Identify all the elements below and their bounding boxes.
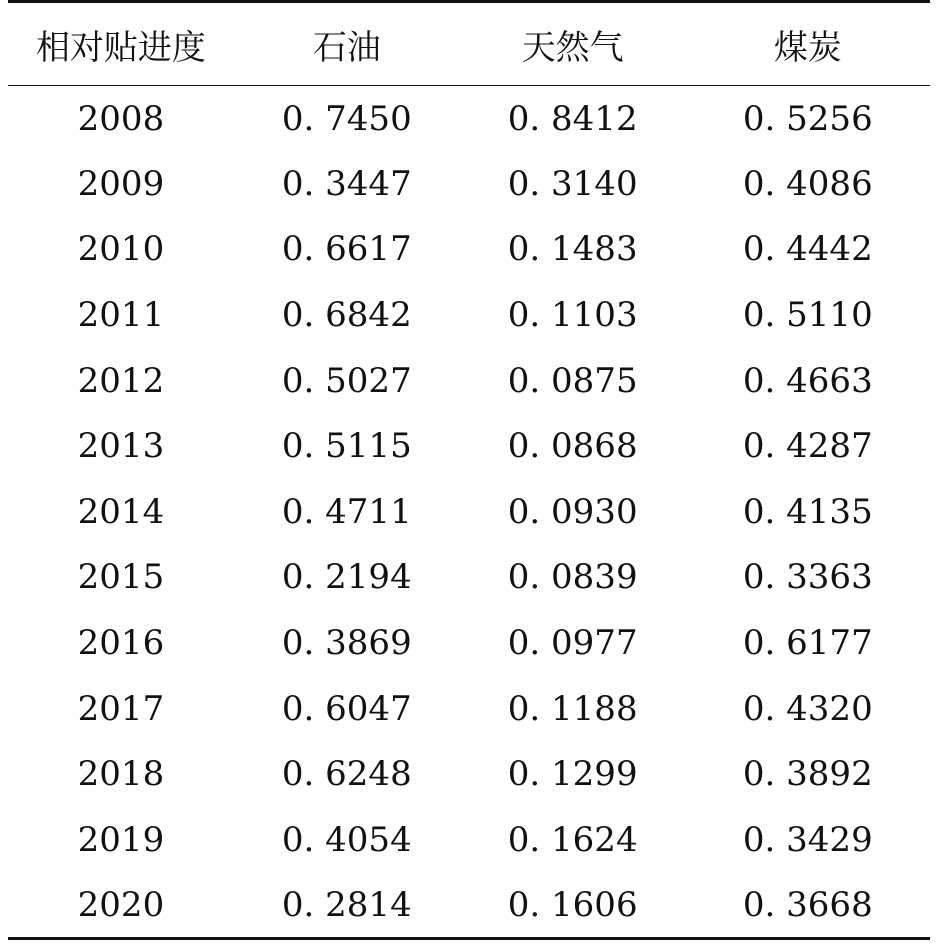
coal-cell: 0. 5256 xyxy=(742,98,873,139)
oil-cell: 0. 7450 xyxy=(281,98,412,139)
table-row xyxy=(8,807,930,873)
table-row xyxy=(8,479,930,545)
year-cell: 2014 xyxy=(77,491,165,532)
oil-cell: 0. 4711 xyxy=(281,491,412,532)
year-cell: 2017 xyxy=(77,688,165,729)
oil-cell: 0. 3869 xyxy=(281,623,412,664)
oil-cell: 0. 6842 xyxy=(281,295,412,336)
natural-gas-cell: 0. 1606 xyxy=(460,873,686,939)
coal-cell: 0. 4135 xyxy=(742,491,873,532)
data-table-container xyxy=(8,0,930,940)
natural-gas-cell: 0. 1483 xyxy=(507,229,638,270)
coal-cell: 0. 4287 xyxy=(742,426,873,467)
header-closeness: 相对贴进度 xyxy=(8,2,234,86)
table-row xyxy=(8,873,930,939)
coal-cell: 0. 3429 xyxy=(742,819,873,860)
coal-cell: 0. 3363 xyxy=(742,557,873,598)
year-cell: 2012 xyxy=(77,360,165,401)
table-row xyxy=(8,151,930,217)
oil-cell: 0. 4054 xyxy=(281,819,412,860)
oil-cell: 0. 3447 xyxy=(281,163,412,204)
table-row xyxy=(8,545,930,611)
natural-gas-cell: 0. 3140 xyxy=(507,163,638,204)
natural-gas-cell: 0. 1103 xyxy=(507,295,638,336)
year-cell: 2018 xyxy=(77,754,165,795)
year-cell: 2008 xyxy=(77,98,165,139)
oil-cell: 0. 6617 xyxy=(281,229,412,270)
oil-cell: 0. 2194 xyxy=(281,557,412,598)
coal-cell: 0. 6177 xyxy=(742,623,873,664)
natural-gas-cell: 0. 1299 xyxy=(507,754,638,795)
year-cell: 2010 xyxy=(77,229,165,270)
coal-cell: 0. 4442 xyxy=(742,229,873,270)
natural-gas-cell: 0. 1624 xyxy=(507,819,638,860)
table-row xyxy=(8,413,930,479)
year-cell: 2011 xyxy=(77,295,165,336)
year-cell: 2020 xyxy=(8,873,234,939)
coal-cell: 0. 5110 xyxy=(742,295,873,336)
table-row xyxy=(8,86,930,152)
header-coal: 煤炭 xyxy=(686,2,930,86)
natural-gas-cell: 0. 0839 xyxy=(507,557,638,598)
coal-cell: 0. 4086 xyxy=(742,163,873,204)
header-natural-gas: 天然气 xyxy=(460,2,686,86)
coal-cell: 0. 4320 xyxy=(742,688,873,729)
table-row xyxy=(8,610,930,676)
natural-gas-cell: 0. 0977 xyxy=(507,623,638,664)
table-body xyxy=(8,86,930,939)
year-cell: 2019 xyxy=(77,819,165,860)
table-row xyxy=(8,676,930,742)
coal-cell: 0. 3892 xyxy=(742,754,873,795)
natural-gas-cell: 0. 0875 xyxy=(507,360,638,401)
year-cell: 2013 xyxy=(77,426,165,467)
closeness-table xyxy=(8,0,930,940)
natural-gas-cell: 0. 8412 xyxy=(507,98,638,139)
table-row xyxy=(8,217,930,283)
table-row xyxy=(8,348,930,414)
natural-gas-cell: 0. 0868 xyxy=(507,426,638,467)
oil-cell: 0. 6047 xyxy=(281,688,412,729)
table-row xyxy=(8,741,930,807)
oil-cell: 0. 2814 xyxy=(234,873,460,939)
natural-gas-cell: 0. 0930 xyxy=(507,491,638,532)
table-row xyxy=(8,282,930,348)
year-cell: 2009 xyxy=(77,163,165,204)
year-cell: 2016 xyxy=(77,623,165,664)
oil-cell: 0. 6248 xyxy=(281,754,412,795)
coal-cell: 0. 4663 xyxy=(742,360,873,401)
oil-cell: 0. 5115 xyxy=(281,426,412,467)
header-row xyxy=(8,2,930,86)
year-cell: 2015 xyxy=(77,557,165,598)
natural-gas-cell: 0. 1188 xyxy=(507,688,638,729)
table-header xyxy=(8,2,930,86)
oil-cell: 0. 5027 xyxy=(281,360,412,401)
coal-cell: 0. 3668 xyxy=(686,873,930,939)
header-oil: 石油 xyxy=(234,2,460,86)
